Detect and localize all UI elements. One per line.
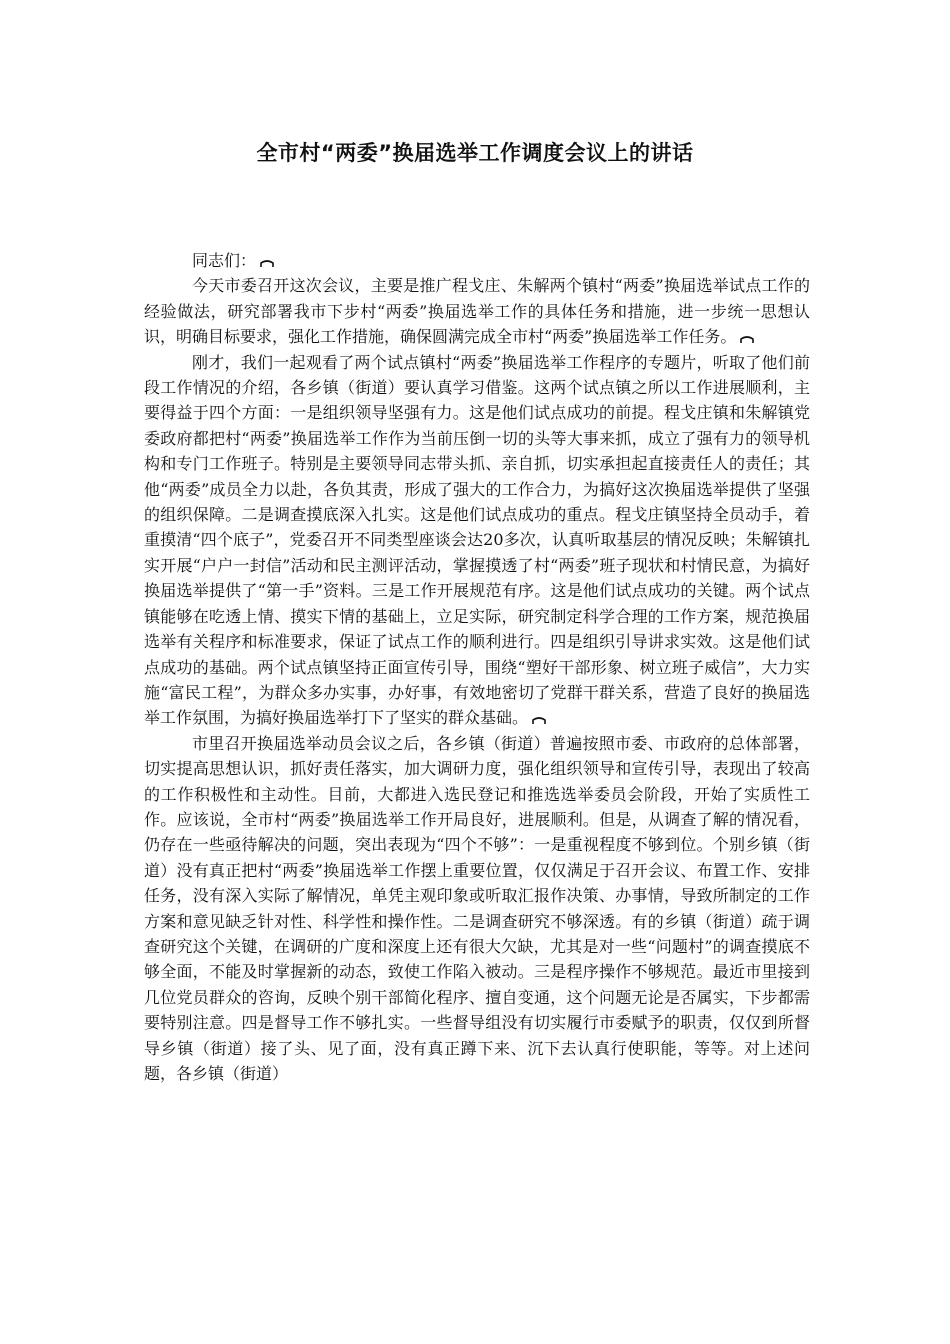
document-body	[144, 248, 810, 1086]
paragraph-3	[144, 731, 810, 1087]
paragraph-1	[144, 273, 810, 349]
document-title: 全市村“两委”换届选举工作调度会议上的讲话	[256, 141, 694, 165]
paragraph-text: 市里召开换届选举动员会议之后，各乡镇（街道）普遍按照市委、市政府的总体部署，切实提高思想认识，抓好责任落实，加大调研力度，强化组织领导和宣传引导，表现出了较高的工作积极性和主动性。目前，大都进入选民登记和推选选举委员会阶段，开始了实质性工作。应该说，全市村“两委”换届选举工作开局良好，进展顺利。但是，从调查了解的情况看，仍存在一些亟待解决的问题，突出表现为“四个不够”：一是重视程度不够到位。个别乡镇（街道）没有真正把村“两委”换届选举工作摆上重要位置，仅仅满足于召开会议、布置工作、安排任务，没有深入实际了解情况，单凭主观印象或听取汇报作决策、办事情，导致所制定的工作方案和意见缺乏针对性、科学性和操作性。二是调查研究不够深透。有的乡镇（街道）疏于调查研究这个关键，在调研的广度和深度上还有很大欠缺，尤其是对一些“问题村”的调查摸底不够全面，不能及时掌握新的动态，致使工作陷入被动。三是程序操作不够规范。最近市里接到几位党员群众的咨询，反映个别干部简化程序、擅自变通，这个问题无论是否属实，下步都需要特别注意。四是督导工作不够扎实。一些督导组没有切实履行市委赋予的职责，仅仅到所督导乡镇（街道）接了头、见了面，没有真正蹲下来、沉下去认真行使职能，等等。对上述问题，各乡镇（街道）	[144, 733, 810, 1083]
paragraph-mark-icon	[260, 259, 274, 268]
paragraph-text: 刚才，我们一起观看了两个试点镇村“两委”换届选举工作程序的专题片，听取了他们前段工作情况的介绍，各乡镇（街道）要认真学习借鉴。这两个试点镇之所以工作进展顺利，主要得益于四个方面：一是组织领导坚强有力。这是他们试点成功的前提。程戈庄镇和朱解镇党委政府都把村“两委”换届选举工作作为当前压倒一切的头等大事来抓，成立了强有力的领导机构和专门工作班子。特别是主要领导同志带头抓、亲自抓，切实承担起直接责任人的责任；其他“两委”成员全力以赴，各负其责，形成了强大的工作合力，为搞好这次换届选举提供了坚强的组织保障。二是调查摸底深入扎实。这是他们试点成功的重点。程戈庄镇坚持全员动手，着重摸清“四个底子”，党委召开不同类型座谈会达20多次，认真听取基层的情况反映；朱解镇扎实开展“户户一封信”活动和民主测评活动，掌握摸透了村“两委”班子现状和村情民意，为搞好换届选举提供了“第一手”资料。三是工作开展规范有序。这是他们试点成功的关键。两个试点镇能够在吃透上情、摸实下情的基础上，立足实际，研究制定科学合理的工作方案，规范换届选举有关程序和标准要求，保证了试点工作的顺利进行。四是组织引导讲求实效。这是他们试点成功的基础。两个试点镇坚持正面宣传引导，围绕“塑好干部形象、树立班子威信”，大力实施“富民工程”，为群众多办实事，办好事，有效地密切了党群干群关系，营造了良好的换届选举工作氛围，为搞好换届选举打下了坚实的群众基础。	[144, 352, 810, 728]
paragraph-mark-icon	[740, 335, 754, 344]
paragraph-2	[144, 350, 810, 731]
paragraph-mark-icon	[532, 716, 546, 725]
greeting-line	[144, 248, 810, 273]
greeting-text: 同志们：	[192, 251, 257, 270]
paragraph-text: 今天市委召开这次会议，主要是推广程戈庄、朱解两个镇村“两委”换届选举试点工作的经验做法，研究部署我市下步村“两委”换届选举工作的具体任务和措施，进一步统一思想认识，明确目标要求，强化工作措施，确保圆满完成全市村“两委”换届选举工作任务。	[144, 276, 810, 347]
